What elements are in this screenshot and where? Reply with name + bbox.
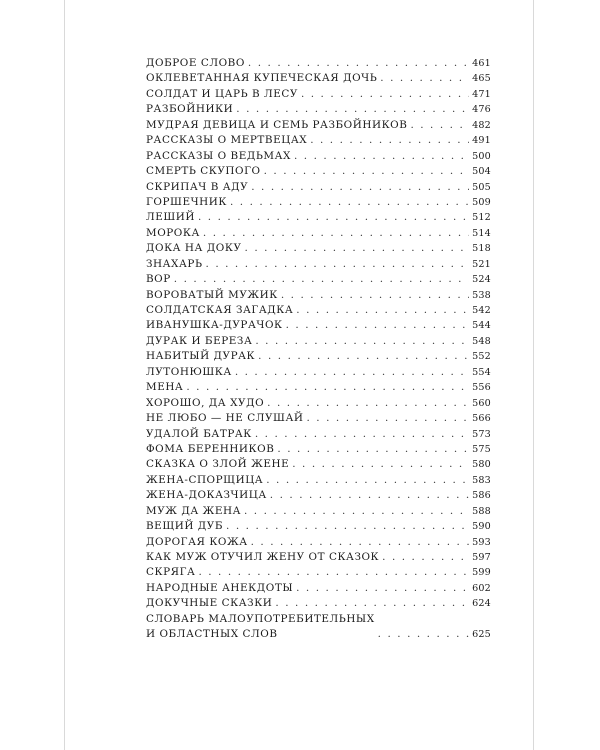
toc-entry-title: ДОКУЧНЫЕ СКАЗКИ — [146, 597, 273, 610]
toc-entry-title: СКАЗКА О ЗЛОЙ ЖЕНЕ — [146, 458, 290, 471]
toc-entry-page-number: 461 — [472, 58, 491, 69]
toc-entry — [146, 257, 491, 272]
toc-entry-page-number: 521 — [472, 258, 491, 270]
toc-entry-title: МЕНА — [146, 381, 184, 394]
toc-entry-title: МУДРАЯ ДЕВИЦА И СЕМЬ РАЗБОЙНИКОВ — [146, 118, 408, 131]
toc-entry-title: ОКЛЕВЕТАННАЯ КУПЕЧЕСКАЯ ДОЧЬ — [146, 72, 378, 85]
toc-entry — [146, 149, 491, 164]
toc-entry-page-number: 586 — [472, 490, 491, 502]
toc-entry — [146, 195, 491, 210]
dot-leader — [203, 226, 469, 241]
toc-entry-title: ВОРОВАТЫЙ МУЖИК — [146, 288, 278, 301]
page-edge-left — [64, 0, 65, 750]
toc-entry-title: ЗНАХАРЬ — [146, 257, 203, 270]
toc-entry — [146, 118, 491, 133]
toc-entry — [146, 612, 491, 643]
dot-leader — [244, 504, 469, 519]
toc-entry-page-number: 542 — [472, 305, 491, 316]
toc-entry-page-number: 518 — [472, 243, 491, 255]
dot-leader — [248, 56, 469, 71]
dot-leader — [410, 118, 469, 133]
toc-entry-title: УДАЛОЙ БАТРАК — [146, 427, 252, 440]
toc-entry-title: ДОБРОЕ СЛОВО — [146, 57, 245, 69]
toc-entry — [146, 334, 491, 349]
toc-entry-title: СКРЯГА — [146, 566, 196, 579]
toc-entry-page-number: 593 — [472, 536, 491, 548]
toc-entry — [146, 473, 491, 488]
toc-entry-title: ДУРАК И БЕРЕЗА — [146, 334, 253, 347]
toc-entry-page-number: 588 — [472, 505, 491, 517]
toc-entry — [146, 488, 491, 503]
toc-entry-page-number: 509 — [472, 196, 491, 208]
toc-entry — [146, 180, 491, 195]
toc-entry — [146, 365, 491, 380]
dot-leader — [255, 427, 469, 442]
toc-entry-page-number: 580 — [472, 459, 491, 471]
toc-entry-title: ВОР — [146, 273, 171, 286]
toc-entry-page-number: 482 — [472, 119, 491, 131]
table-of-contents — [146, 56, 491, 643]
toc-entry-title: ХОРОШО, ДА ХУДО — [146, 396, 265, 409]
toc-entry-page-number: 514 — [472, 227, 491, 239]
toc-entry-page-number: 500 — [472, 150, 491, 162]
toc-entry-page-number: 590 — [472, 521, 491, 533]
toc-entry — [146, 596, 491, 611]
toc-entry-page-number: 625 — [472, 629, 491, 641]
toc-entry-page-number: 548 — [472, 335, 491, 347]
dot-leader — [258, 349, 469, 364]
toc-entry-page-number: 599 — [472, 567, 491, 579]
dot-leader — [206, 257, 469, 272]
dot-leader — [380, 71, 469, 86]
toc-entry-page-number: 524 — [472, 274, 491, 286]
toc-entry — [146, 133, 491, 148]
dot-leader — [307, 411, 470, 426]
toc-entry-title: СКРИПАЧ В АДУ — [146, 180, 249, 193]
toc-entry-page-number: 491 — [472, 135, 491, 147]
toc-entry-title: ЛЕШИЙ — [146, 211, 195, 224]
toc-entry-title: ФОМА БЕРЕННИКОВ — [146, 442, 275, 455]
toc-entry-page-number: 538 — [472, 289, 491, 301]
toc-entry-title: ИВАНУШКА-ДУРАЧОК — [146, 319, 283, 332]
toc-entry-title: ГОРШЕЧНИК — [146, 195, 227, 208]
toc-entry-page-number: 573 — [472, 428, 491, 440]
dot-leader — [382, 550, 469, 565]
dot-leader — [378, 627, 469, 642]
toc-entry-title: РАЗБОЙНИКИ — [146, 103, 234, 116]
toc-entry-title: ЖЕНА-СПОРЩИЦА — [146, 473, 264, 486]
dot-leader — [286, 318, 469, 333]
dot-leader — [270, 488, 469, 503]
toc-entry-title: НАРОДНЫЕ АНЕКДОТЫ — [146, 581, 294, 594]
dot-leader — [267, 396, 469, 411]
toc-entry-page-number: 512 — [472, 212, 491, 224]
dot-leader — [277, 442, 469, 457]
toc-entry-page-number: 504 — [472, 166, 491, 178]
toc-entry — [146, 272, 491, 287]
toc-entry-title: СОЛДАТСКАЯ ЗАГАДКА — [146, 304, 294, 316]
dot-leader — [245, 241, 469, 256]
dot-leader — [198, 210, 469, 225]
toc-entry-page-number: 556 — [472, 382, 491, 394]
toc-entry-page-number: 544 — [472, 320, 491, 332]
toc-entry — [146, 427, 491, 442]
dot-leader — [275, 596, 469, 611]
toc-entry-title: ЖЕНА-ДОКАЗЧИЦА — [146, 489, 267, 502]
dot-leader — [281, 288, 469, 303]
toc-entry-title: РАССКАЗЫ О МЕРТВЕЦАХ — [146, 134, 308, 147]
toc-entry-title: НЕ ЛЮБО — НЕ СЛУШАЙ — [146, 412, 304, 425]
toc-entry — [146, 442, 491, 457]
dot-leader — [198, 565, 469, 580]
toc-entry-page-number: 583 — [472, 474, 491, 486]
toc-entry — [146, 303, 491, 318]
toc-entry-title-line-2: И ОБЛАСТНЫХ СЛОВ — [146, 628, 278, 641]
toc-entry — [146, 519, 491, 534]
toc-entry — [146, 87, 491, 102]
page-edge-right — [533, 0, 534, 750]
toc-entry-page-number: 597 — [472, 552, 491, 563]
toc-entry — [146, 102, 491, 117]
toc-entry-title-line-1: СЛОВАРЬ МАЛОУПОТРЕБИТЕЛЬНЫХ — [146, 612, 375, 625]
dot-leader — [294, 149, 469, 164]
dot-leader — [296, 581, 469, 596]
toc-entry — [146, 241, 491, 256]
dot-leader — [235, 365, 469, 380]
toc-entry — [146, 550, 491, 565]
toc-entry-title: ДОКА НА ДОКУ — [146, 242, 242, 255]
toc-entry-page-number: 602 — [472, 582, 491, 594]
toc-entry — [146, 380, 491, 395]
toc-entry-title: НАБИТЫЙ ДУРАК — [146, 350, 256, 363]
toc-entry-page-number: 552 — [472, 351, 491, 363]
toc-entry-title: КАК МУЖ ОТУЧИЛ ЖЕНУ ОТ СКАЗОК — [146, 551, 380, 563]
toc-entry — [146, 504, 491, 519]
toc-entry — [146, 581, 491, 596]
toc-entry-title: СМЕРТЬ СКУПОГО — [146, 165, 261, 178]
dot-leader — [251, 535, 469, 550]
toc-entry-page-number: 624 — [472, 598, 491, 610]
dot-leader — [301, 87, 469, 102]
dot-leader — [296, 303, 469, 318]
toc-entry — [146, 565, 491, 580]
toc-entry — [146, 226, 491, 241]
toc-entry-title: ДОРОГАЯ КОЖА — [146, 535, 248, 548]
dot-leader — [230, 195, 469, 210]
toc-entry-title — [146, 612, 375, 643]
toc-entry-page-number: 560 — [472, 397, 491, 409]
dot-leader — [251, 180, 469, 195]
toc-entry — [146, 318, 491, 333]
toc-entry-title: МУЖ ДА ЖЕНА — [146, 504, 241, 517]
dot-leader — [310, 133, 469, 148]
toc-entry — [146, 535, 491, 550]
toc-entry — [146, 349, 491, 364]
toc-entry-title: СОЛДАТ И ЦАРЬ В ЛЕСУ — [146, 87, 298, 100]
toc-entry-title: РАССКАЗЫ О ВЕДЬМАХ — [146, 149, 291, 162]
dot-leader — [236, 102, 469, 117]
toc-entry-page-number: 476 — [472, 104, 491, 116]
toc-entry — [146, 288, 491, 303]
dot-leader — [255, 334, 469, 349]
dot-leader — [292, 457, 469, 472]
toc-entry-page-number: 465 — [472, 73, 491, 85]
toc-entry-page-number: 554 — [472, 366, 491, 378]
toc-entry — [146, 457, 491, 472]
dot-leader — [186, 380, 469, 395]
toc-entry-page-number: 575 — [472, 443, 491, 455]
toc-entry — [146, 411, 491, 426]
toc-entry — [146, 71, 491, 86]
toc-entry-page-number: 566 — [472, 413, 491, 425]
toc-entry-page-number: 471 — [472, 88, 491, 100]
dot-leader — [226, 519, 469, 534]
toc-entry — [146, 210, 491, 225]
toc-entry — [146, 56, 491, 71]
toc-entry — [146, 164, 491, 179]
dot-leader — [266, 473, 469, 488]
dot-leader — [174, 272, 469, 287]
dot-leader — [264, 164, 469, 179]
toc-entry — [146, 396, 491, 411]
toc-entry-page-number: 505 — [472, 181, 491, 193]
toc-entry-title: МОРОКА — [146, 226, 200, 239]
toc-entry-title: ВЕЩИЙ ДУБ — [146, 520, 224, 533]
toc-entry-title: ЛУТОНЮШКА — [146, 365, 232, 378]
